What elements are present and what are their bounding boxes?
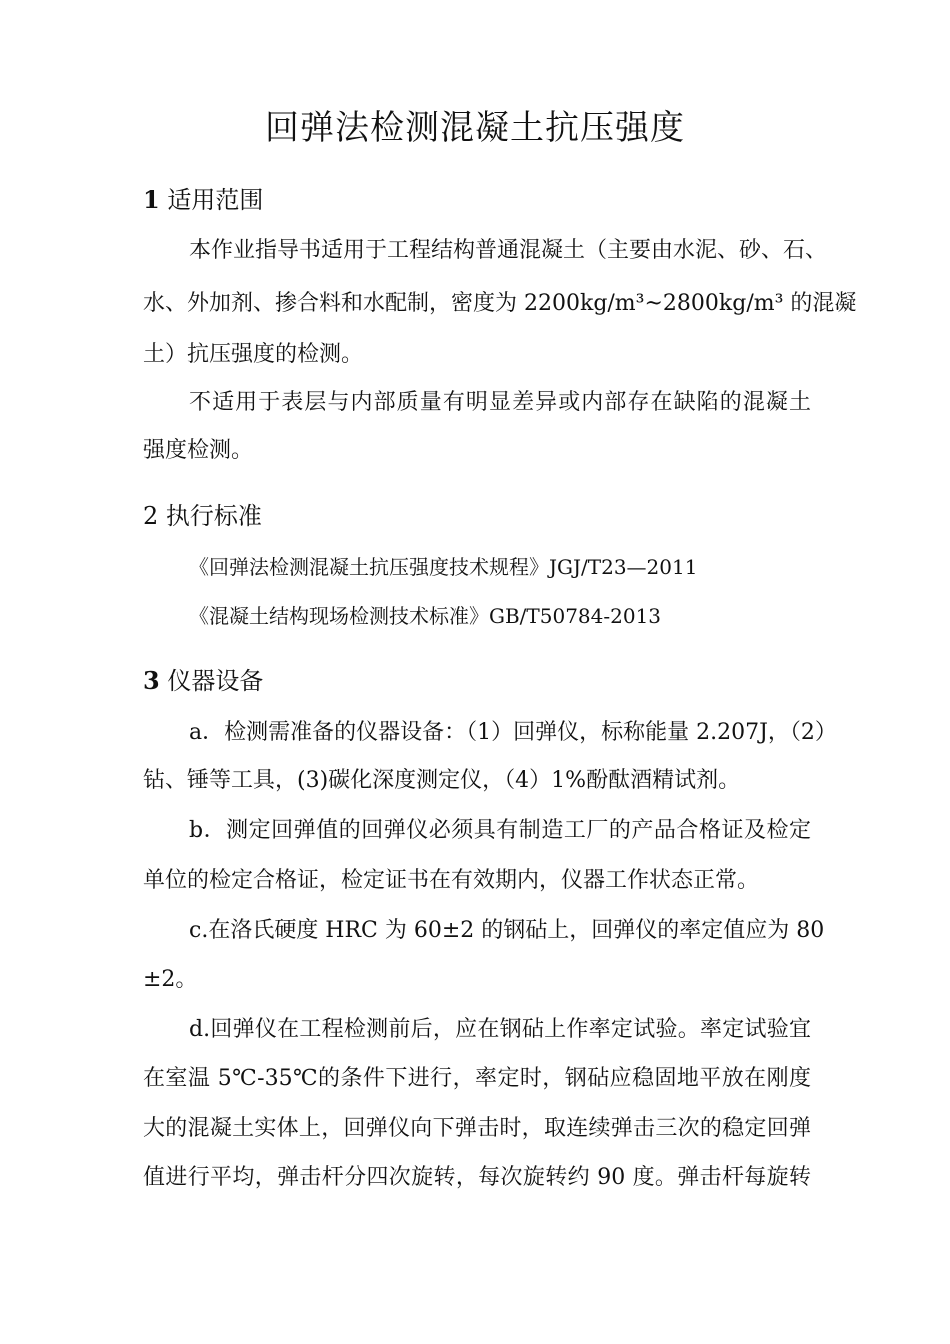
section-3-heading xyxy=(143,663,263,699)
paragraph-line: 钻、锤等工具，(3)碳化深度测定仪，（4）1%酚酞酒精试剂。 xyxy=(143,768,741,793)
section-title: 适用范围 xyxy=(167,186,264,214)
paragraph-line: 单位的检定合格证，检定证书在有效期内，仪器工作状态正常。 xyxy=(143,868,760,893)
paragraph-line: 在室温 5℃-35℃的条件下进行，率定时，钢砧应稳固地平放在刚度 xyxy=(143,1066,811,1091)
paragraph-line: a．检测需准备的仪器设备：（1）回弹仪，标称能量 2.207J，（2） xyxy=(189,720,837,745)
paragraph-line: 本作业指导书适用于工程结构普通混凝土（主要由水泥、砂、石、 xyxy=(189,238,828,263)
paragraph-line: 值进行平均，弹击杆分四次旋转，每次旋转约 90 度。弹击杆每旋转 xyxy=(143,1165,811,1190)
paragraph-line: 大的混凝土实体上，回弹仪向下弹击时，取连续弹击三次的稳定回弹 xyxy=(143,1116,811,1141)
paragraph-line: b．测定回弹值的回弹仪必须具有制造工厂的产品合格证及检定 xyxy=(189,818,811,843)
document-title: 回弹法检测混凝土抗压强度 xyxy=(265,108,685,148)
standard-reference: 《回弹法检测混凝土抗压强度技术规程》JGJ/T23—2011 xyxy=(189,555,698,579)
section-number: 1 xyxy=(143,185,160,214)
section-title: 执行标准 xyxy=(165,502,262,530)
paragraph-line: 不适用于表层与内部质量有明显差异或内部存在缺陷的混凝土 xyxy=(189,390,811,415)
paragraph-line: 强度检测。 xyxy=(143,438,254,463)
section-1-heading xyxy=(143,182,263,218)
paragraph-line: 水、外加剂、掺合料和水配制，密度为 2200kg/m³~2800kg/m³ 的混凝 xyxy=(143,291,857,316)
section-number: 3 xyxy=(143,666,160,695)
paragraph-line: 土）抗压强度的检测。 xyxy=(143,342,364,367)
paragraph-line: d.回弹仪在工程检测前后，应在钢砧上作率定试验。率定试验宜 xyxy=(189,1017,811,1042)
paragraph-line: ±2。 xyxy=(143,967,198,992)
section-2-heading xyxy=(143,498,262,534)
section-number: 2 xyxy=(143,502,159,530)
paragraph-line: c.在洛氏硬度 HRC 为 60±2 的钢砧上，回弹仪的率定值应为 80 xyxy=(189,918,825,943)
section-title: 仪器设备 xyxy=(167,667,264,695)
standard-reference: 《混凝土结构现场检测技术标准》GB/T50784-2013 xyxy=(189,604,662,628)
